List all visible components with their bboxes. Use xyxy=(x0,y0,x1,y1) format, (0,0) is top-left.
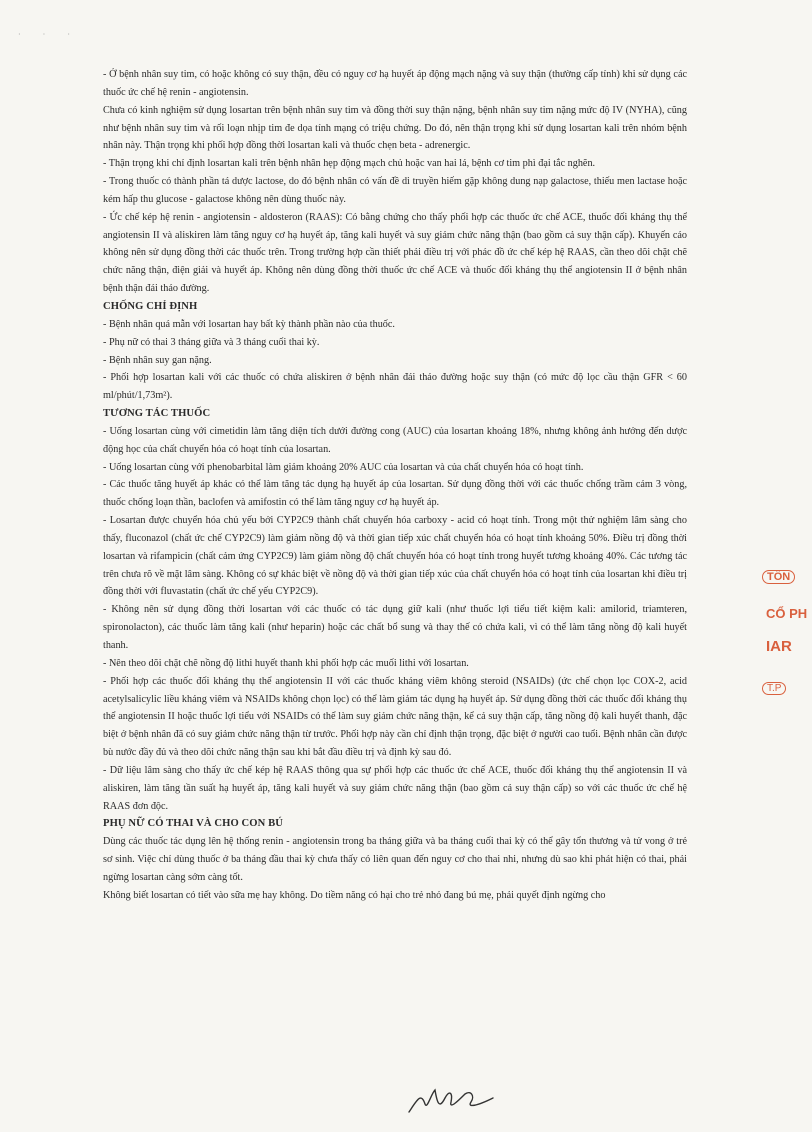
paragraph: - Dữ liệu lâm sàng cho thấy ức chế kép hệ RAAS thông qua sự phối hợp các thuốc ức chế ACE, thuốc đối kháng thụ thể angiotensin II và aliskiren, làm tăng tần suất hạ huyết áp, tăng kali huyết và suy giảm chức năng thận (bao gồm cả suy thận cấp) so với các thuốc ức chế hệ RAAS đơn độc. xyxy=(103,764,687,812)
section-heading: TƯƠNG TÁC THUỐC xyxy=(103,408,211,420)
paragraph: Dùng các thuốc tác dụng lên hệ thống renin - angiotensin trong ba tháng giữa và ba tháng cuối thai kỳ có thể gây tổn thương và tử vong ở trẻ sơ sinh. Việc chỉ dùng thuốc ở ba tháng đầu thai kỳ chưa thấy có liên quan đến nguy cơ cho thai nhi, nhưng dù sao khi phát hiện có thai, phải ngừng losartan càng sớm càng tốt. xyxy=(103,836,687,883)
paragraph: - Bệnh nhân quá mẫn với losartan hay bất kỳ thành phần nào của thuốc. xyxy=(103,318,395,330)
company-stamp xyxy=(752,562,812,732)
paragraph: - Bệnh nhân suy gan nặng. xyxy=(103,354,212,366)
paragraph: - Trong thuốc có thành phần tá dược lactose, do đó bệnh nhân có vấn đề di truyền hiếm gặp không dung nạp galactose, thiếu men lactase hoặc kém hấp thu glucose - galactose không nên dùng thuốc này. xyxy=(103,176,687,205)
paragraph: - Thận trọng khi chỉ định losartan kali trên bệnh nhân hẹp động mạch chủ hoặc van hai lá, bệnh cơ tim phì đại tắc nghẽn. xyxy=(103,158,596,170)
stamp-line-1: TÔN xyxy=(762,570,795,584)
scan-specks: · · · xyxy=(18,30,80,39)
paragraph: - Nên theo dõi chặt chẽ nồng độ lithi huyết thanh khi phối hợp các muối lithi với losartan. xyxy=(103,657,469,669)
document-body xyxy=(103,66,687,905)
stamp-line-3: IAR xyxy=(766,638,792,655)
paragraph: - Ức chế kép hệ renin - angiotensin - aldosteron (RAAS): Có bằng chứng cho thấy phối hợp các thuốc ức chế ACE, thuốc đối kháng thụ thể angiotensin II và aliskiren làm tăng nguy cơ hạ huyết áp, tăng kali huyết và suy giảm chức năng thận (bao gồm cả suy thận cấp). Khuyến cáo không nên sử dụng đồng thời các thuốc trên. Trong trường hợp cần thiết phải điều trị với phác đồ ức chế kép hệ RAAS, cần theo dõi chặt chẽ chức năng thận, điện giải và huyết áp. Không nên dùng đồng thời thuốc ức chế ACE và thuốc đối kháng thụ thể angiotensin II ở bệnh nhân bệnh thận đái tháo đường. xyxy=(103,211,687,295)
paragraph: - Phụ nữ có thai 3 tháng giữa và 3 tháng cuối thai kỳ. xyxy=(103,336,320,348)
paragraph: Không biết losartan có tiết vào sữa mẹ hay không. Do tiềm năng có hại cho trẻ nhỏ đang bú mẹ, phải quyết định ngừng cho xyxy=(103,889,606,901)
stamp-line-2: CỔ PH xyxy=(766,606,808,621)
paragraph: - Không nên sử dụng đồng thời losartan với các thuốc có tác dụng giữ kali (như thuốc lợi tiểu tiết kiệm kali: amilorid, triamteren, spironolacton), các thuốc làm tăng kali (như heparin) hoặc các chất bổ sung và thay thế có chứa kali, vì có thể làm tăng nồng độ kali huyết thanh. xyxy=(103,604,687,651)
section-heading: CHỐNG CHỈ ĐỊNH xyxy=(103,300,198,312)
paragraph: - Phối hợp losartan kali với các thuốc có chứa aliskiren ở bệnh nhân đái tháo đường hoặc suy thận (có mức độ lọc cầu thận GFR < 60 ml/phút/1,73m²). xyxy=(103,372,687,402)
paragraph: Chưa có kinh nghiệm sử dụng losartan trên bệnh nhân suy tim và đồng thời suy thận nặng, bệnh nhân suy tim nặng mức độ IV (NYHA), cũng như bệnh nhân suy tim và rối loạn nhịp tim đe dọa tính mạng có triệu chứng. Do đó, nên thận trọng khi sử dụng losartan kali trên nhóm bệnh nhân này. Thận trọng khi phối hợp đồng thời losartan kali và thuốc chẹn beta - adrenergic. xyxy=(103,104,687,152)
section-heading: PHỤ NỮ CÓ THAI VÀ CHO CON BÚ xyxy=(103,818,284,830)
signature-mark xyxy=(405,1080,497,1120)
stamp-line-4: T.P xyxy=(762,682,786,695)
paragraph: - Phối hợp các thuốc đối kháng thụ thể angiotensin II với các thuốc kháng viêm không steroid (NSAIDs) (ức chế chọn lọc COX-2, acid acetylsalicylic liều kháng viêm và NSAIDs không chọn lọc) có thể làm giảm tác dụng hạ huyết áp. Sử dụng đồng thời các thuốc đối kháng thụ thể angiotensin II hoặc thuốc lợi tiểu với NSAIDs có thể làm suy giảm chức năng thận, kể cả suy thận cấp, tăng nồng độ kali huyết thanh, đặc biệt ở bệnh nhân đã có suy giảm chức năng thận từ trước. Phối hợp này cần chỉ định thận trọng, đặc biệt ở người cao tuổi. Bệnh nhân cần được bù nước đầy đủ và theo dõi chức năng thận sau khi bắt đầu điều trị và định kỳ sau đó. xyxy=(103,675,687,759)
paragraph: - Uống losartan cùng với cimetidin làm tăng diện tích dưới đường cong (AUC) của losartan khoảng 18%, nhưng không ảnh hưởng đến dược động học của chất chuyển hóa có hoạt tính của losartan. xyxy=(103,425,687,455)
paragraph: - Ở bệnh nhân suy tim, có hoặc không có suy thận, đều có nguy cơ hạ huyết áp động mạch nặng và suy thận (thường cấp tính) khi sử dụng các thuốc ức chế hệ renin - angiotensin. xyxy=(103,69,687,98)
paragraph: - Losartan được chuyển hóa chủ yếu bởi CYP2C9 thành chất chuyển hóa carboxy - acid có hoạt tính. Trong một thử nghiệm lâm sàng cho thấy, fluconazol (chất ức chế CYP2C9) làm giảm nồng độ và thời gian tiếp xúc chất chuyển hóa có hoạt tính khoảng 50%. Điều trị đồng thời losartan và rifampicin (chất cảm ứng CYP2C9) làm giảm nồng độ chất chuyển hóa có hoạt tính trong huyết tương khoảng 40%. Các tương tác trên chưa rõ về mặt lâm sàng. Không có sự khác biệt về nồng độ và thời gian tiếp xúc của chất chuyển hóa có hoạt tính của losartan khi điều trị đồng thời với fluvastatin (chất ức chế yếu CYP2C9). xyxy=(103,515,687,598)
paragraph: - Uống losartan cùng với phenobarbital làm giảm khoảng 20% AUC của losartan và của chất chuyển hóa có hoạt tính. xyxy=(103,461,584,473)
paragraph: - Các thuốc tăng huyết áp khác có thể làm tăng tác dụng hạ huyết áp của losartan. Sử dụng đồng thời với các thuốc chống trầm cảm 3 vòng, thuốc chống loạn thần, baclofen và amifostin có thể làm tăng nguy cơ hạ huyết áp. xyxy=(103,479,687,509)
